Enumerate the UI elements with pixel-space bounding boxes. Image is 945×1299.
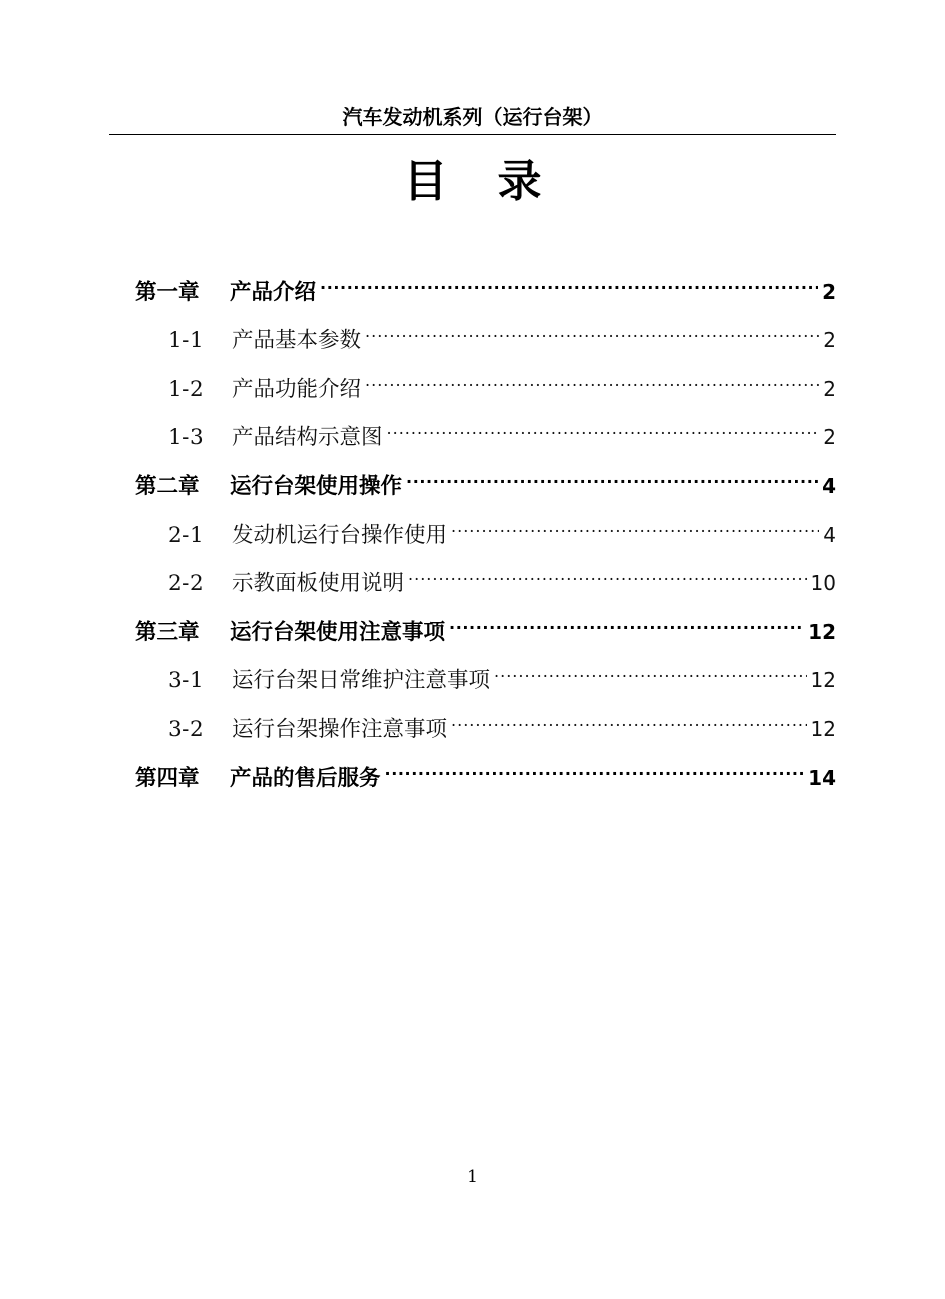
toc-entry-page: 14 bbox=[808, 765, 836, 790]
toc-entry-label: 产品结构示意图 bbox=[232, 425, 383, 451]
dot-leader bbox=[451, 493, 819, 542]
dot-leader bbox=[449, 590, 804, 639]
dot-leader bbox=[365, 347, 819, 396]
table-of-contents bbox=[135, 250, 836, 791]
dot-leader bbox=[387, 396, 820, 445]
toc-entry-label: 运行台架使用注意事项 bbox=[230, 619, 446, 645]
toc-entry-label: 产品基本参数 bbox=[232, 328, 362, 354]
toc-entry-page: 10 bbox=[810, 571, 836, 596]
toc-entry-number: 1-2 bbox=[168, 376, 205, 402]
toc-entry-number: 第一章 bbox=[135, 279, 200, 305]
toc-entry-number: 第四章 bbox=[135, 765, 200, 791]
running-header: 汽车发动机系列（运行台架） bbox=[342, 105, 603, 129]
toc-entry-page: 12 bbox=[810, 716, 836, 741]
dot-leader bbox=[494, 639, 807, 688]
toc-entry-page: 2 bbox=[823, 376, 836, 401]
toc-entry-number: 2-1 bbox=[168, 522, 205, 548]
toc-entry-chapter-1[interactable] bbox=[135, 250, 836, 305]
toc-entry-number: 1-1 bbox=[168, 328, 205, 354]
dot-leader bbox=[320, 250, 818, 299]
page-number: 1 bbox=[467, 1167, 478, 1187]
toc-entry-page: 2 bbox=[823, 328, 836, 353]
toc-entry-number: 第三章 bbox=[135, 619, 200, 645]
dot-leader bbox=[385, 736, 805, 785]
dot-leader bbox=[451, 687, 807, 736]
toc-entry-label: 运行台架使用操作 bbox=[230, 473, 403, 499]
dot-leader bbox=[365, 299, 819, 348]
toc-entry-label: 产品功能介绍 bbox=[232, 376, 362, 402]
dot-leader bbox=[406, 444, 818, 493]
toc-entry-page: 4 bbox=[823, 522, 836, 547]
toc-entry-number: 3-1 bbox=[168, 668, 205, 694]
toc-entry-page: 12 bbox=[808, 619, 836, 644]
toc-entry-page: 12 bbox=[810, 668, 836, 693]
toc-entry-number: 2-2 bbox=[168, 571, 205, 597]
toc-entry-label: 示教面板使用说明 bbox=[232, 571, 405, 597]
toc-title bbox=[0, 152, 945, 212]
toc-entry-label: 产品的售后服务 bbox=[230, 765, 381, 791]
toc-entry-number: 第二章 bbox=[135, 473, 200, 499]
toc-title-char-1: 目 bbox=[403, 156, 448, 207]
toc-entry-label: 运行台架日常维护注意事项 bbox=[232, 668, 491, 694]
toc-entry-page: 4 bbox=[822, 473, 836, 498]
dot-leader bbox=[408, 542, 807, 591]
toc-entry-number: 1-3 bbox=[168, 425, 205, 451]
toc-entry-label: 产品介绍 bbox=[230, 279, 317, 305]
toc-entry-number: 3-2 bbox=[168, 716, 205, 742]
toc-entry-label: 运行台架操作注意事项 bbox=[232, 716, 448, 742]
header-divider bbox=[109, 134, 836, 135]
toc-entry-page: 2 bbox=[823, 425, 836, 450]
toc-entry-page: 2 bbox=[822, 279, 836, 304]
toc-entry-label: 发动机运行台操作使用 bbox=[232, 522, 448, 548]
toc-title-char-2: 录 bbox=[497, 156, 542, 207]
